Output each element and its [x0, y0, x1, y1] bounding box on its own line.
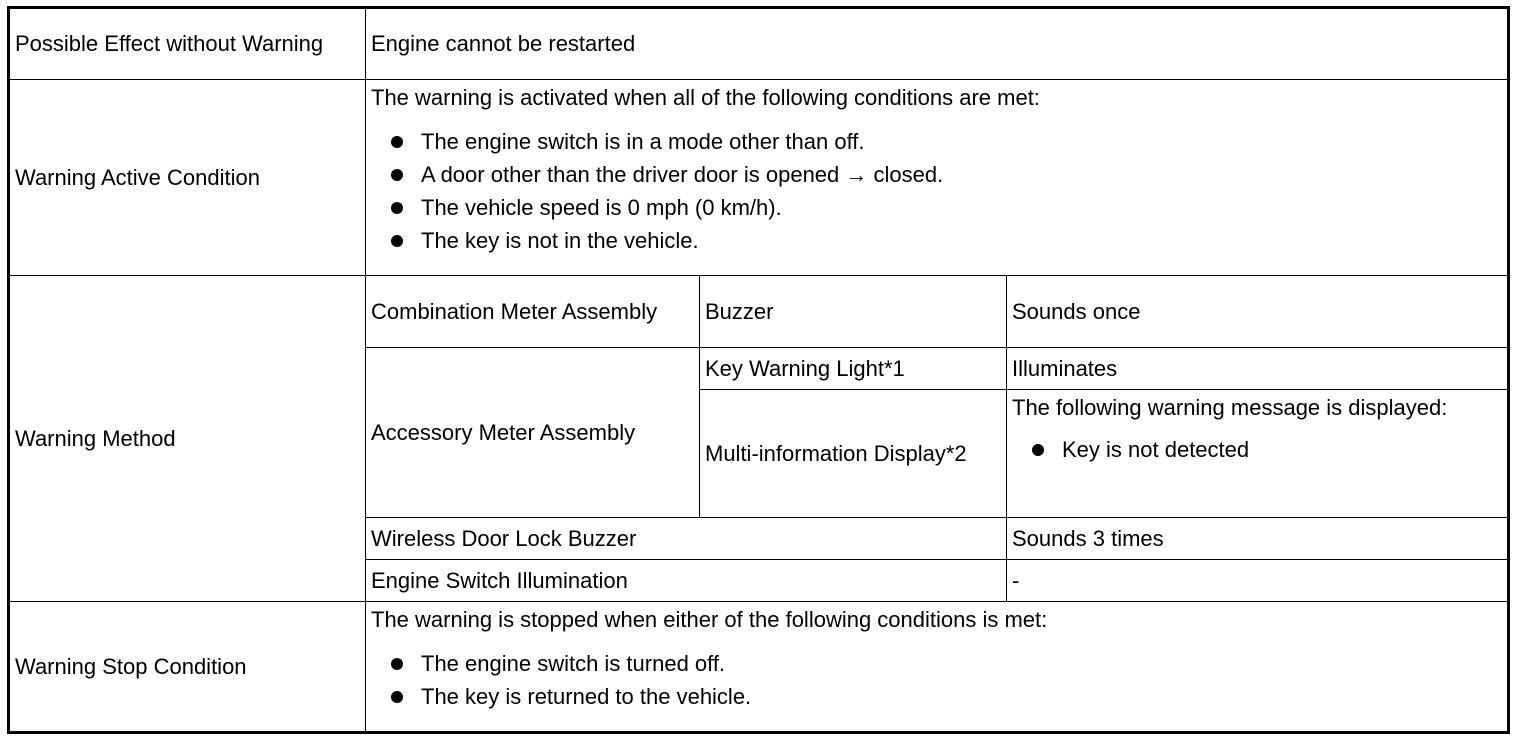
list-item: Key is not detected [1028, 433, 1502, 466]
combination-meter-action: Sounds once [1007, 276, 1509, 348]
engine-switch-action: - [1007, 560, 1509, 602]
multi-display-device: Multi-information Display*2 [700, 390, 1007, 518]
multi-display-list [1012, 433, 1502, 466]
active-condition-value [366, 80, 1509, 276]
list-item: The key is not in the vehicle. [387, 224, 1502, 257]
possible-effect-value: Engine cannot be restarted [366, 8, 1509, 80]
engine-switch-component: Engine Switch Illumination [366, 560, 1007, 602]
list-item: The engine switch is turned off. [387, 647, 1502, 680]
multi-display-intro: The following warning message is displayed: [1012, 395, 1448, 420]
stop-condition-row [9, 602, 1509, 733]
stop-condition-intro: The warning is stopped when either of the following conditions is met: [371, 607, 1048, 632]
key-light-device: Key Warning Light*1 [700, 348, 1007, 390]
stop-condition-list [371, 647, 1502, 713]
active-condition-label: Warning Active Condition [9, 80, 366, 276]
combination-meter-component: Combination Meter Assembly [366, 276, 700, 348]
multi-display-action [1007, 390, 1509, 518]
warning-spec-table [7, 6, 1510, 734]
list-item: A door other than the driver door is opened → closed. [387, 158, 1502, 191]
possible-effect-row [9, 8, 1509, 80]
method-label: Warning Method [9, 276, 366, 602]
active-condition-intro: The warning is activated when all of the following conditions are met: [371, 85, 1040, 110]
stop-condition-label: Warning Stop Condition [9, 602, 366, 733]
accessory-meter-component: Accessory Meter Assembly [366, 348, 700, 518]
method-row-combination [9, 276, 1509, 348]
combination-meter-device: Buzzer [700, 276, 1007, 348]
active-condition-row [9, 80, 1509, 276]
possible-effect-label: Possible Effect without Warning [9, 8, 366, 80]
stop-condition-value [366, 602, 1509, 733]
active-condition-list [371, 125, 1502, 257]
wireless-buzzer-component: Wireless Door Lock Buzzer [366, 518, 1007, 560]
list-item: The vehicle speed is 0 mph (0 km/h). [387, 191, 1502, 224]
key-light-action: Illuminates [1007, 348, 1509, 390]
list-item: The engine switch is in a mode other than off. [387, 125, 1502, 158]
list-item: The key is returned to the vehicle. [387, 680, 1502, 713]
wireless-buzzer-action: Sounds 3 times [1007, 518, 1509, 560]
